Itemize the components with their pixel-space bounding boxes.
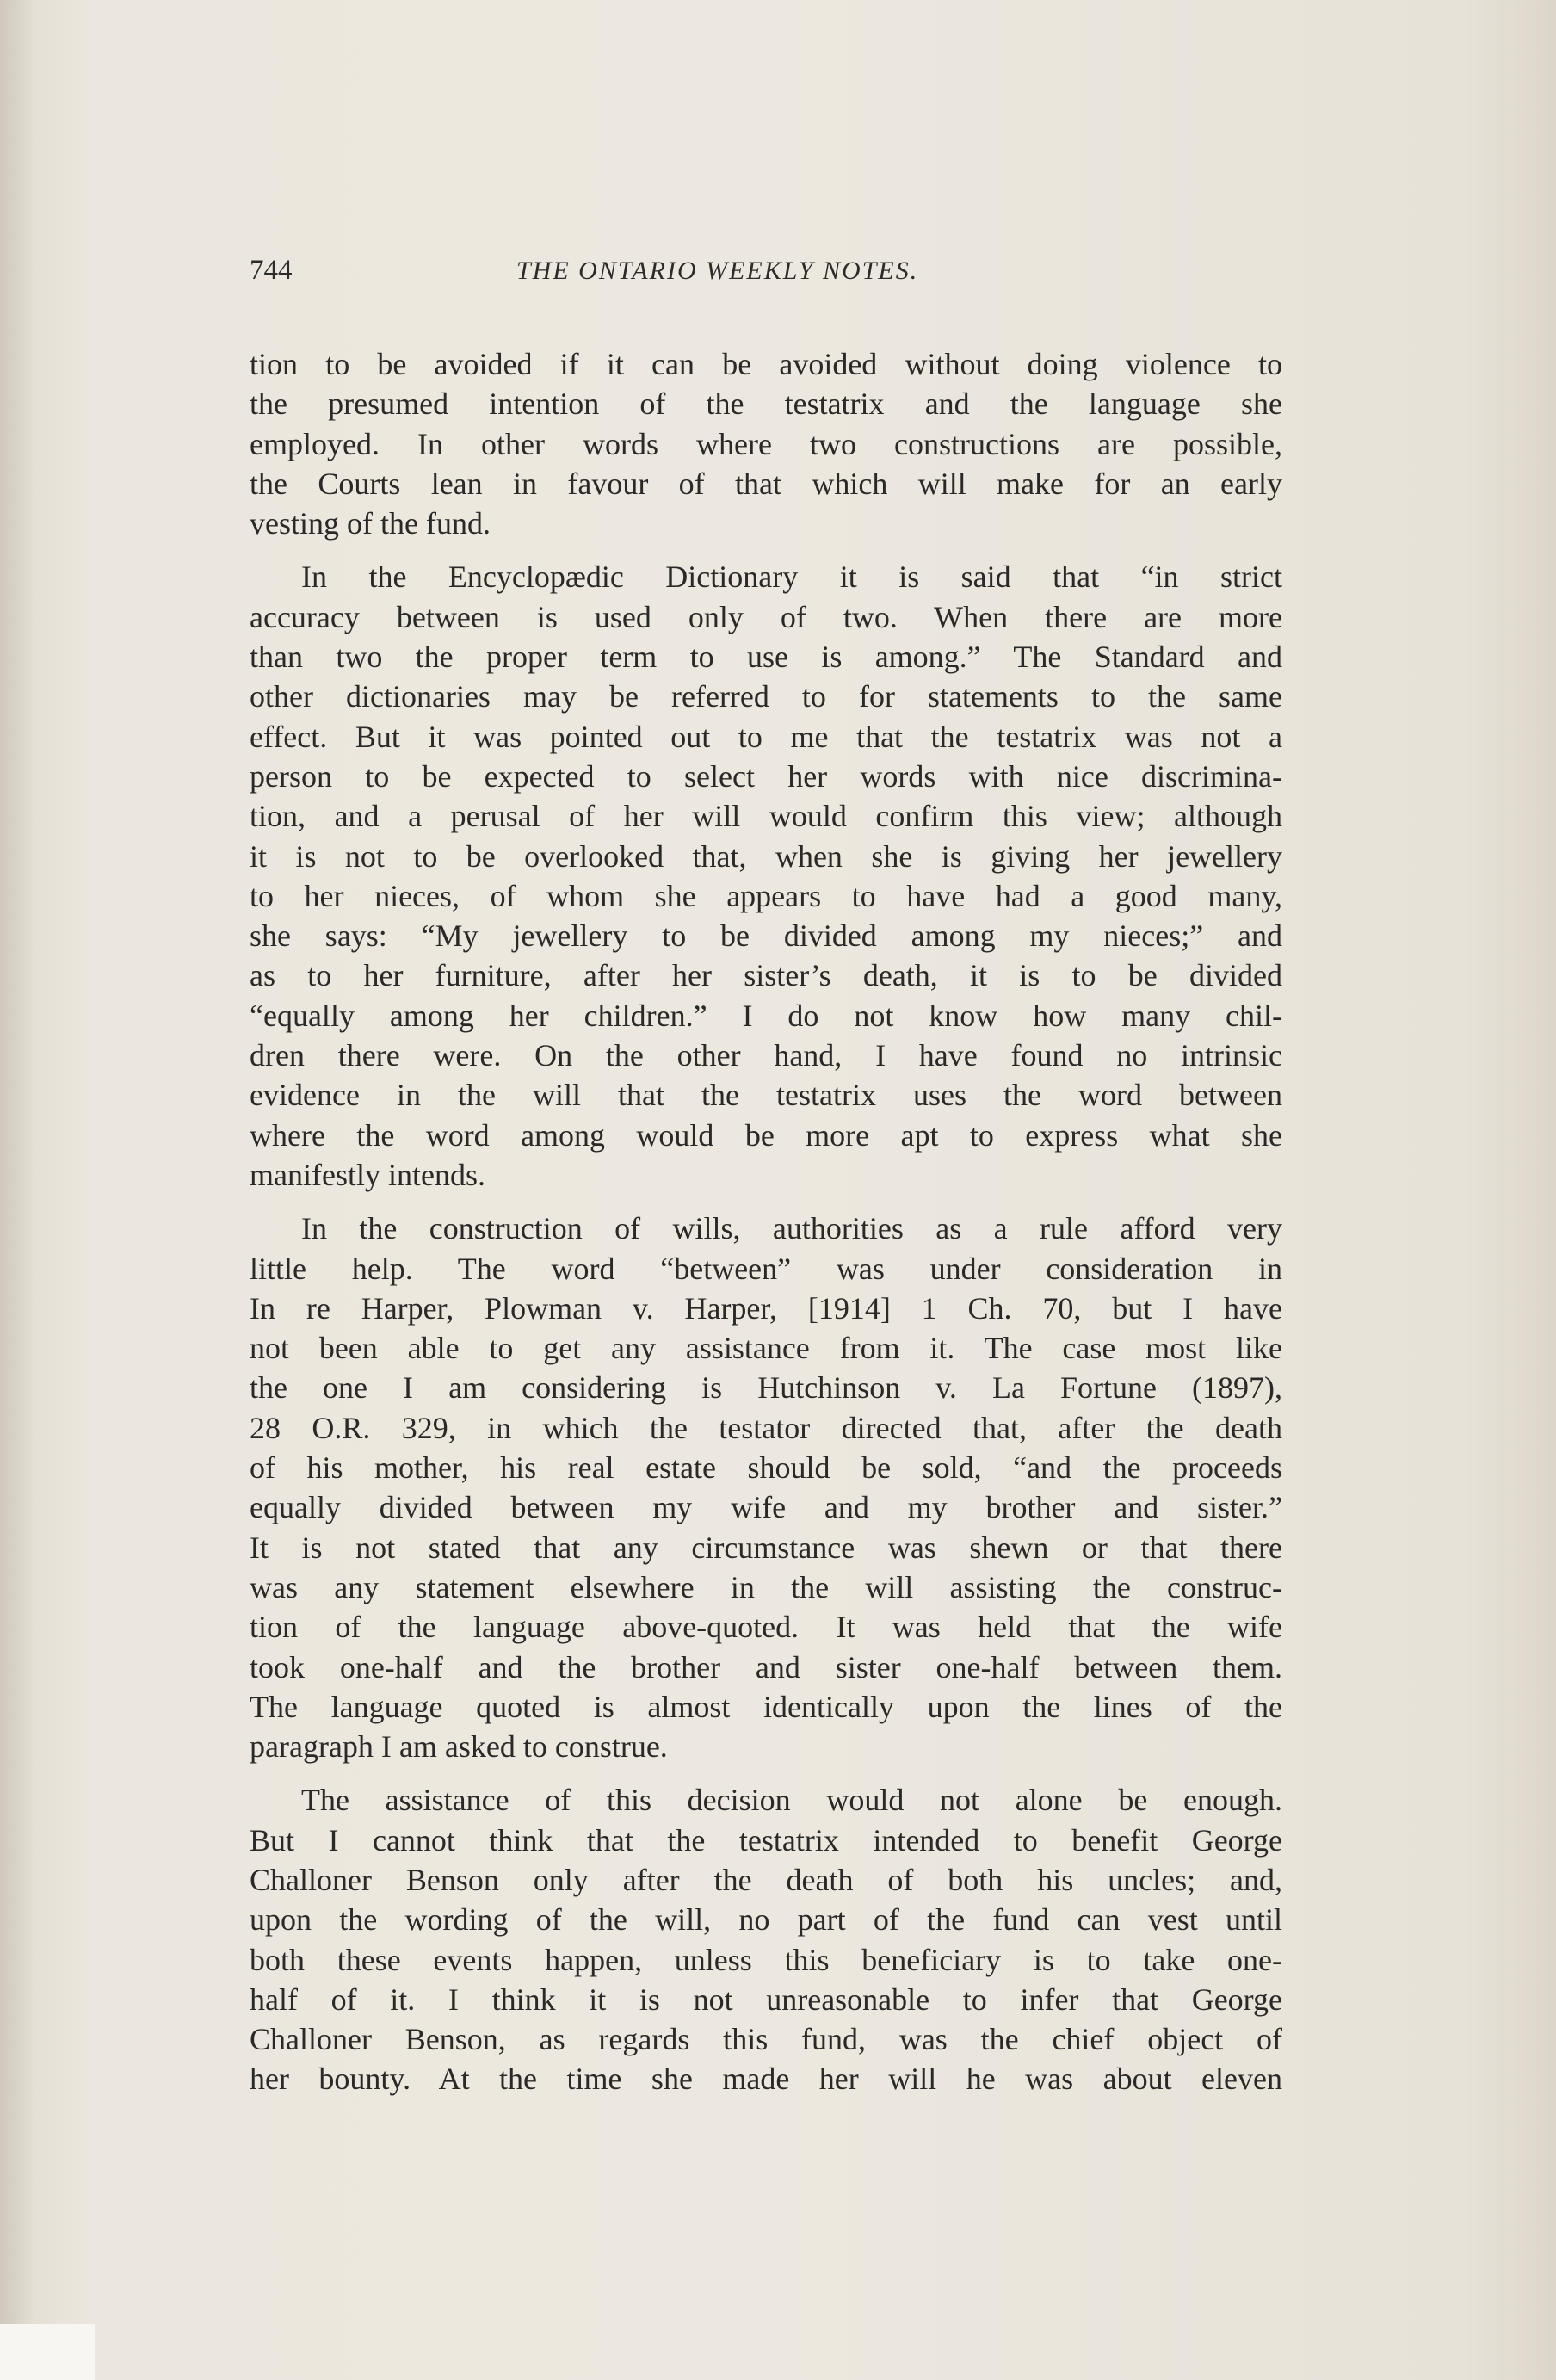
text-line: upon the wording of the will, no part of the fund can vest until [250,1902,1282,1938]
text-line: to her nieces, of whom she appears to have had a good many, [250,878,1282,913]
text-line: person to be expected to select her words with nice discrimina- [250,758,1282,794]
text-line: dren there were. On the other hand, I have found no intrinsic [250,1038,1282,1073]
text-line: it is not to be overlooked that, when she is giving her jewellery [250,838,1282,874]
running-head [250,255,1282,298]
text-line: The assistance of this decision would not alone be enough. [301,1783,1282,1818]
text-line: the one I am considering is Hutchinson v. La Fortune (1897), [250,1370,1282,1406]
text-line: half of it. I think it is not unreasonable to infer that George [250,1981,1282,2017]
text-line: Challoner Benson, as regards this fund, was the chief object of [250,2022,1282,2057]
text-line: tion of the language above-quoted. It was held that the wife [250,1610,1282,1645]
text-line: her bounty. At the time she made her will he was about eleven [250,2062,1282,2097]
text-line: both these events happen, unless this beneficiary is to take one- [250,1942,1282,1977]
text-line: took one-half and the brother and sister one-half between them. [250,1649,1282,1685]
body-text [250,344,1282,2099]
text-line: In the construction of wills, authorities as a rule afford very [301,1211,1282,1246]
text-line: vesting of the fund. [250,506,491,541]
text-line: manifestly intends. [250,1157,485,1192]
text-line: as to her furniture, after her sister’s death, it is to be divided [250,958,1282,993]
text-line: the Courts lean in favour of that which will make for an early [250,466,1282,501]
text-line: But I cannot think that the testatrix intended to benefit George [250,1822,1282,1858]
text-line: tion to be avoided if it can be avoided without doing violence to [250,347,1282,381]
text-line: evidence in the will that the testatrix uses the word between [250,1078,1282,1113]
paragraph-1 [250,344,1282,543]
spine-shadow [0,0,34,2380]
text-line: The language quoted is almost identically upon the lines of the [250,1689,1282,1724]
text-line: other dictionaries may be referred to for statements to the same [250,679,1282,714]
text-line: of his mother, his real estate should be sold, “and the proceeds [250,1450,1282,1486]
text-line: In the Encyclopædic Dictionary it is said that “in strict [301,559,1282,595]
text-line: employed. In other words where two constructions are possible, [250,426,1282,461]
journal-title: THE ONTARIO WEEKLY NOTES. [516,257,919,285]
text-line: the presumed intention of the testatrix and the language she [250,386,1282,422]
page-corner [0,2324,95,2380]
text-line: where the word among would be more apt to express what she [250,1117,1282,1153]
text-line: tion, and a perusal of her will would confirm this view; although [250,799,1282,834]
text-line: It is not stated that any circumstance was shewn or that there [250,1530,1282,1565]
page-number: 744 [250,255,293,286]
paragraph-3 [250,1209,1282,1766]
text-line: 28 O.R. 329, in which the testator directed that, after the death [250,1410,1282,1445]
text-line: paragraph I am asked to construe. [250,1729,668,1765]
text-line: In re Harper, Plowman v. Harper, [1914] 1 Ch. 70, but I have [250,1290,1282,1326]
text-line: she says: “My jewellery to be divided among my nieces;” and [250,918,1282,954]
text-line: equally divided between my wife and my brother and sister.” [250,1490,1282,1525]
paragraph-4 [250,1780,1282,2099]
text-line: little help. The word “between” was under consideration in [250,1251,1282,1286]
text-line: accuracy between is used only of two. When there are more [250,599,1282,634]
text-line: effect. But it was pointed out to me that the testatrix was not a [250,719,1282,754]
text-line: “equally among her children.” I do not know how many chil- [250,998,1282,1033]
paragraph-2 [250,557,1282,1195]
text-line: was any statement elsewhere in the will assisting the construc- [250,1569,1282,1604]
text-line: Challoner Benson only after the death of both his uncles; and, [250,1862,1282,1897]
text-line: than two the proper term to use is among.” The Standard and [250,640,1282,675]
text-line: not been able to get any assistance from it. The case most like [250,1331,1282,1366]
